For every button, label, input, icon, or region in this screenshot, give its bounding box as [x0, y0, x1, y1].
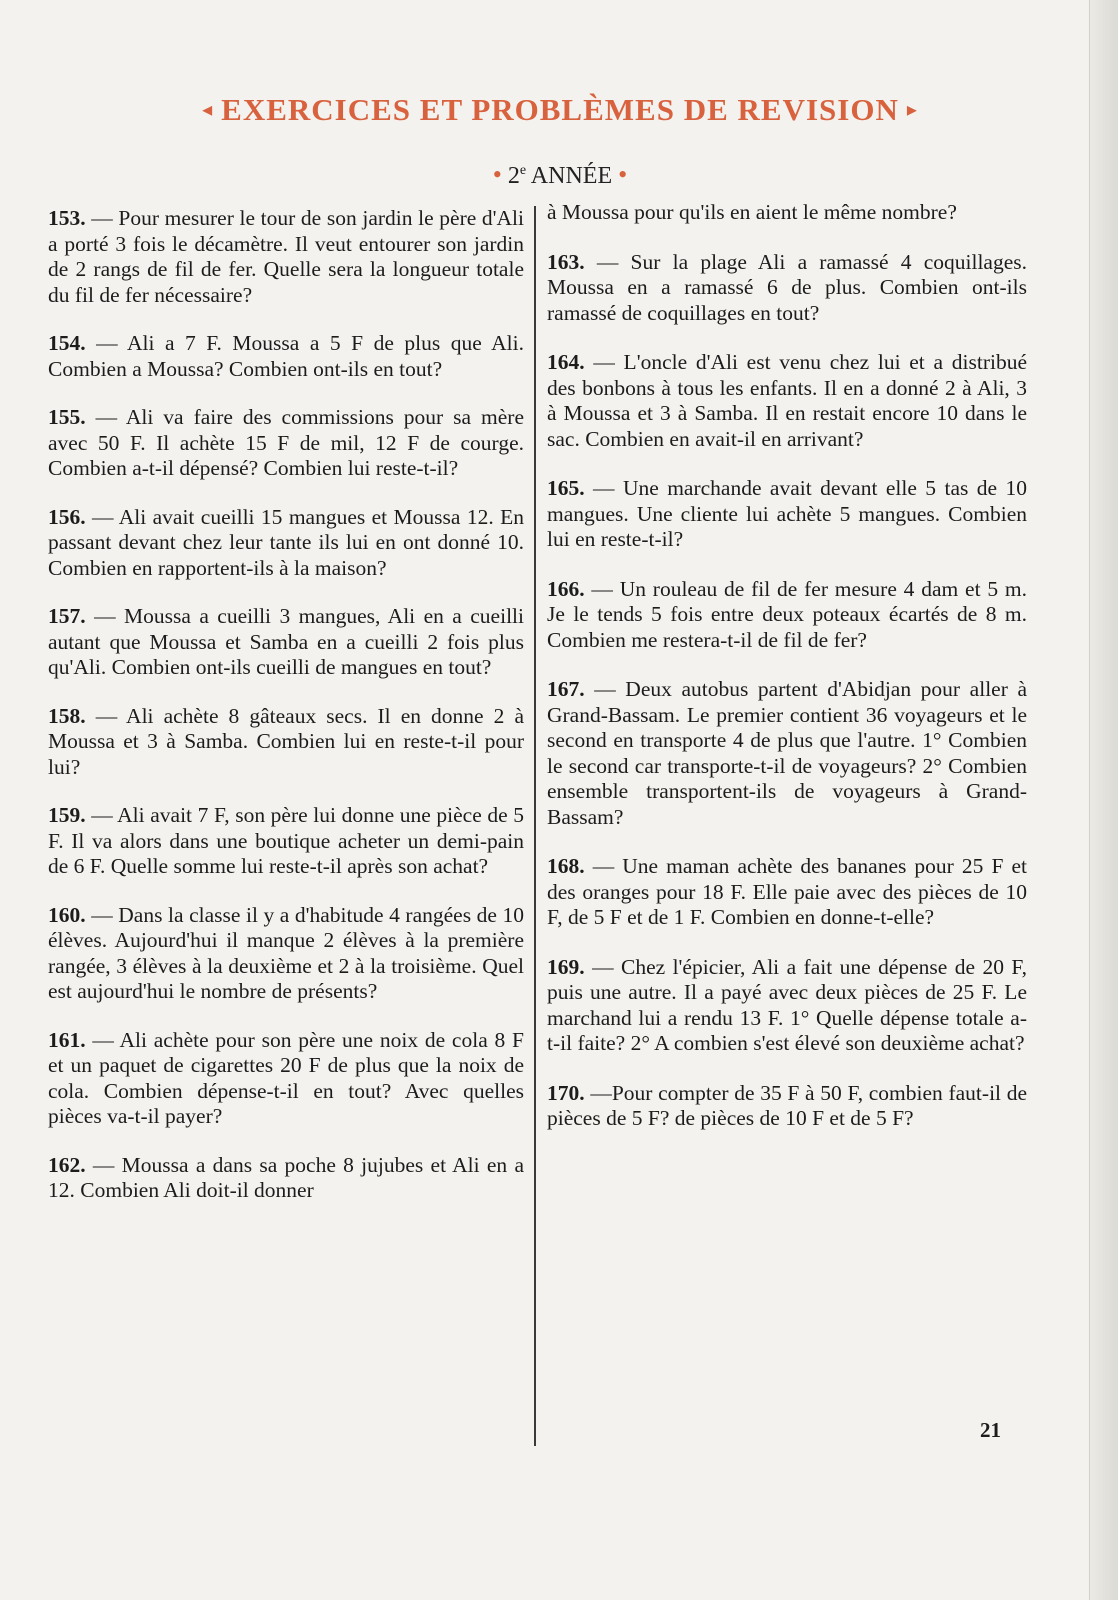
exercise-166 — [547, 577, 1027, 654]
exercise-153 — [48, 206, 524, 308]
exercise-text: à Moussa pour qu'ils en aient le même nombre? — [547, 200, 957, 224]
exercise-text: — Ali achète pour son père une noix de cola 8 F et un paquet de cigarettes 20 F de plus que la noix de cola. Combien dépense-t-il en tout? Avec quelles pièces va-t-il payer? — [48, 1027, 524, 1128]
exercise-text: —Pour compter de 35 F à 50 F, combien faut-il de pièces de 5 F? de pièces de 10 F et de 5 F? — [547, 1080, 1027, 1130]
exercise-number: 158. — [48, 703, 86, 728]
exercise-number: 170. — [547, 1080, 585, 1105]
bullet-left-icon: • — [492, 160, 502, 189]
exercise-text: — Un rouleau de fil de fer mesure 4 dam et 5 m. Je le tends 5 fois entre deux poteaux écartés de 8 m. Combien me restera-t-il de fil de fer? — [547, 576, 1027, 652]
exercise-number: 159. — [48, 803, 86, 827]
exercise-number: 155. — [48, 405, 86, 429]
exercise-number: 164. — [547, 350, 585, 374]
bullet-right-icon: • — [618, 160, 628, 189]
exercise-157 — [48, 604, 524, 681]
exercise-169 — [547, 955, 1027, 1057]
exercise-162-continuation — [547, 200, 1027, 226]
exercise-text: — Dans la classe il y a d'habitude 4 rangées de 10 élèves. Aujourd'hui il manque 2 élèves à la première rangée, 3 élèves à la deuxième et 2 à la troisième. Quel est aujourd'hui le nombre de présents? — [48, 902, 524, 1003]
exercise-155 — [48, 405, 524, 482]
exercise-160 — [48, 903, 524, 1005]
exercise-text: — Ali avait 7 F, son père lui donne une pièce de 5 F. Il va alors dans une boutique acheter un demi-pain de 6 F. Quelle somme lui reste-t-il après son achat? — [48, 803, 525, 878]
exercise-text: — Chez l'épicier, Ali a fait une dépense de 20 F, puis une autre. Il a payé avec deux pièces de 25 F. Le marchand lui a rendu 13 F. 1° Quelle dépense totale a-t-il faite? 2° A combien s'est élevé son deuxième achat? — [547, 954, 1028, 1055]
exercise-text: — L'oncle d'Ali est venu chez lui et a distribué des bonbons à tous les enfants. Il en a donné 2 à Ali, 3 à Moussa et 3 à Samba. Il en restait encore 10 dans le sac. Combien en avait-il en arrivant? — [547, 350, 1027, 451]
exercise-number: 168. — [547, 854, 585, 878]
section-title-text: EXERCICES ET PROBLÈMES DE REVISION — [221, 92, 899, 127]
exercise-168 — [547, 854, 1027, 931]
grade-number: 2 — [507, 163, 520, 189]
exercise-number: 166. — [547, 576, 585, 601]
exercise-text: — Ali a 7 F. Moussa a 5 F de plus que Ali. Combien a Moussa? Combien ont-ils en tout? — [48, 331, 524, 381]
exercise-text: — Moussa a dans sa poche 8 jujubes et Ali en a 12. Combien Ali doit-il donner — [48, 1152, 525, 1202]
exercise-text: — Deux autobus partent d'Abidjan pour aller à Grand-Bassam. Le premier contient 36 voyageurs et le second en transporte 4 de plus que l'autre. 1° Combien le second car transporte-t-il de voyageurs? 2° Combien ensemble transportent-ils de voyageurs à Grand-Bassam? — [547, 677, 1027, 829]
exercise-number: 153. — [48, 206, 86, 230]
exercise-number: 167. — [547, 677, 585, 701]
exercise-number: 163. — [547, 249, 585, 274]
exercise-text: — Ali achète 8 gâteaux secs. Il en donne 2 à Moussa et 3 à Samba. Combien lui en reste-t-il pour lui? — [48, 703, 524, 779]
exercise-text: — Ali va faire des commissions pour sa mère avec 50 F. Il achète 15 F de mil, 12 F de courge. Combien a-t-il dépensé? Combien lui reste-t-il? — [48, 405, 524, 480]
exercise-number: 162. — [48, 1152, 86, 1177]
exercise-text: — Une marchande avait devant elle 5 tas de 10 mangues. Une cliente lui achète 5 mangues. Combien lui en reste-t-il? — [547, 476, 1027, 551]
exercise-number: 165. — [547, 476, 585, 500]
exercise-number: 156. — [48, 504, 86, 529]
page-number: 21 — [980, 1418, 1001, 1442]
exercise-number: 154. — [48, 331, 86, 355]
triangle-right-icon: ▸ — [906, 99, 918, 121]
exercise-text: — Pour mesurer le tour de son jardin le père d'Ali a porté 3 fois le décamètre. Il veut entourer son jardin de 2 rangs de fil de fer. Quelle sera la longueur totale du fil de fer nécessaire? — [48, 206, 525, 307]
exercise-number: 157. — [48, 604, 86, 628]
exercise-167 — [547, 677, 1027, 830]
exercise-text: — Ali avait cueilli 15 mangues et Moussa 12. En passant devant chez leur tante ils lui en ont donné 10. Combien en rapportent-ils à la maison? — [48, 504, 524, 580]
exercise-170 — [547, 1081, 1027, 1132]
exercise-159 — [48, 803, 524, 880]
exercise-161 — [48, 1028, 524, 1130]
exercise-164 — [547, 350, 1027, 452]
exercise-163 — [547, 250, 1027, 327]
exercise-number: 160. — [48, 902, 86, 927]
exercise-text: — Sur la plage Ali a ramassé 4 coquillages. Moussa en a ramassé 6 de plus. Combien ont-ils ramassé de coquillages en tout? — [547, 249, 1027, 325]
grade-label: ANNÉE — [530, 163, 613, 189]
exercise-154 — [48, 331, 524, 382]
triangle-left-icon: ◂ — [202, 99, 214, 121]
page-binding-edge — [1089, 0, 1118, 1600]
grade-subtitle — [60, 160, 1060, 190]
exercise-text: — Moussa a cueilli 3 mangues, Ali en a cueilli autant que Moussa et Samba en a cueilli 2 fois plus qu'Ali. Combien ont-ils cueilli de mangues en tout? — [48, 604, 524, 679]
exercise-158 — [48, 704, 524, 781]
column-divider — [534, 206, 536, 1446]
grade-superscript: e — [519, 163, 527, 178]
left-column — [48, 206, 524, 1204]
exercise-165 — [547, 476, 1027, 553]
exercise-number: 161. — [48, 1027, 86, 1052]
exercise-text: — Une maman achète des bananes pour 25 F et des oranges pour 18 F. Elle paie avec des pièces de 10 F, de 5 F et de 1 F. Combien en donne-t-elle? — [547, 854, 1027, 929]
exercise-162 — [48, 1153, 524, 1204]
right-column — [547, 200, 1027, 1132]
section-title — [60, 92, 1060, 128]
exercise-number: 169. — [547, 954, 585, 979]
exercise-156 — [48, 505, 524, 582]
